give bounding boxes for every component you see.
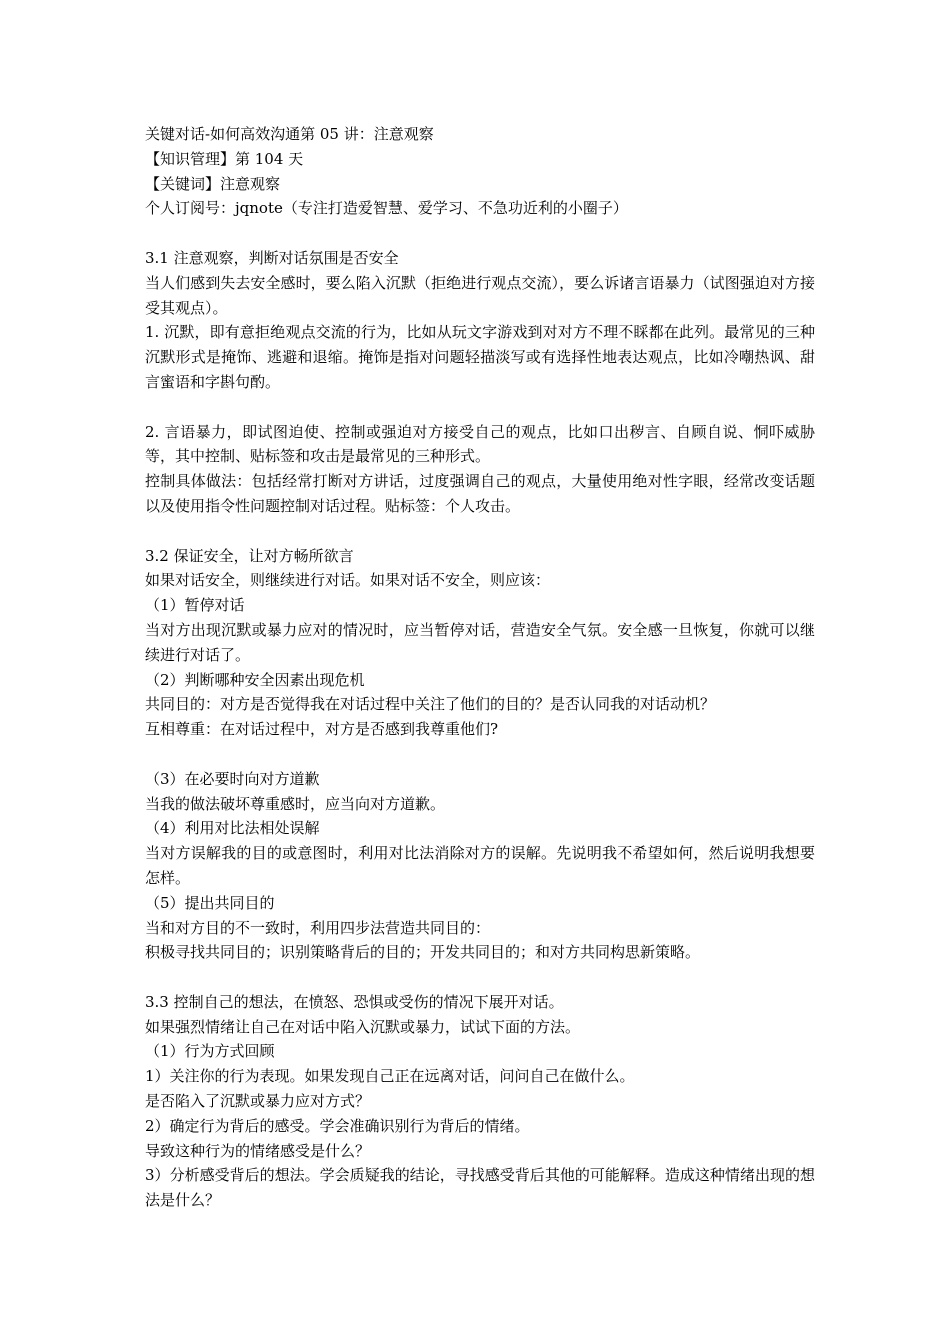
section-3-3-intro: 如果强烈情绪让自己在对话中陷入沉默或暴力，试试下面的方法。 — [145, 1017, 581, 1036]
section-3-1-heading: 3.1 注意观察，判断对话氛围是否安全 — [145, 248, 399, 267]
behavior-review-title: （1）行为方式回顾 — [145, 1042, 275, 1061]
step-apologize-text: 当我的做法破坏尊重感时，应当向对方道歉。 — [145, 794, 446, 813]
keywords-line: 【关键词】注意观察 — [145, 174, 281, 193]
step-2-text: 2）确定行为背后的感受。学会准确识别行为背后的情绪。 — [145, 1116, 530, 1135]
blank-line — [145, 519, 815, 544]
violence-paragraph: 2. 言语暴力，即试图迫使、控制或强迫对方接受自己的观点，比如口出秽言、自顾自说、恫吓威胁等，其中控制、贴标签和攻击是最常见的三种形式。 — [145, 422, 815, 466]
blank-line — [145, 395, 815, 420]
blank-line — [145, 221, 815, 246]
step-common-purpose-text-1: 当和对方目的不一致时，利用四步法营造共同目的： — [145, 918, 491, 937]
step-identify-title: （2）判断哪种安全因素出现危机 — [145, 670, 365, 689]
step-apologize-title: （3）在必要时向对方道歉 — [145, 769, 320, 788]
document-page — [145, 122, 815, 1213]
doc-title: 关键对话-如何高效沟通第 05 讲：注意观察 — [145, 125, 434, 143]
step-pause-title: （1）暂停对话 — [145, 596, 245, 615]
section-3-1-intro: 当人们感到失去安全感时，要么陷入沉默（拒绝进行观点交流），要么诉诸言语暴力（试图强迫对方接受其观点）。 — [145, 273, 815, 317]
mutual-purpose-text: 共同目的：对方是否觉得我在对话过程中关注了他们的目的？是否认同我的对话动机？ — [145, 695, 716, 714]
control-paragraph: 控制具体做法：包括经常打断对方讲话，过度强调自己的观点，大量使用绝对性字眼，经常改变话题以及使用指令性问题控制对话过程。贴标签：个人攻击。 — [145, 472, 815, 515]
step-contrast-text: 当对方误解我的目的或意图时，利用对比法消除对方的误解。先说明我不希望如何，然后说明我想要怎样。 — [145, 844, 815, 887]
silence-paragraph: 1. 沉默，即有意拒绝观点交流的行为，比如从玩文字游戏到对对方不理不睬都在此列。最常见的三种沉默形式是掩饰、逃避和退缩。掩饰是指对问题轻描淡写或有选择性地表达观点，比如冷嘲热讽、甜言蜜语和字斟句酌。 — [145, 323, 815, 391]
step-1-question: 是否陷入了沉默或暴力应对方式？ — [145, 1092, 371, 1111]
section-3-2-heading: 3.2 保证安全，让对方畅所欲言 — [145, 546, 354, 565]
blank-line — [145, 965, 815, 990]
step-1-text: 1）关注你的行为表现。如果发现自己正在远离对话，问问自己在做什么。 — [145, 1067, 635, 1086]
section-3-3-heading: 3.3 控制自己的想法，在愤怒、恐惧或受伤的情况下展开对话。 — [145, 992, 564, 1011]
category-line: 【知识管理】第 104 天 — [145, 149, 304, 168]
section-3-2-intro: 如果对话安全，则继续进行对话。如果对话不安全，则应该： — [145, 571, 551, 590]
step-contrast-title: （4）利用对比法相处误解 — [145, 819, 320, 838]
step-2-question: 导致这种行为的情绪感受是什么？ — [145, 1141, 371, 1160]
mutual-respect-text: 互相尊重：在对话过程中，对方是否感到我尊重他们? — [145, 720, 499, 739]
step-pause-text: 当对方出现沉默或暴力应对的情况时，应当暂停对话，营造安全气氛。安全感一旦恢复，你就可以继续进行对话了。 — [145, 620, 815, 664]
step-common-purpose-title: （5）提出共同目的 — [145, 893, 275, 912]
step-common-purpose-text-2: 积极寻找共同目的；识别策略背后的目的；开发共同目的；和对方共同构思新策略。 — [145, 943, 701, 962]
subscription-line: 个人订阅号：jqnote（专注打造爱智慧、爱学习、不急功近利的小圈子） — [145, 199, 628, 218]
blank-line — [145, 742, 815, 767]
step-3-text: 3）分析感受背后的想法。学会质疑我的结论，寻找感受背后其他的可能解释。造成这种情绪出现的想法是什么？ — [145, 1166, 815, 1210]
